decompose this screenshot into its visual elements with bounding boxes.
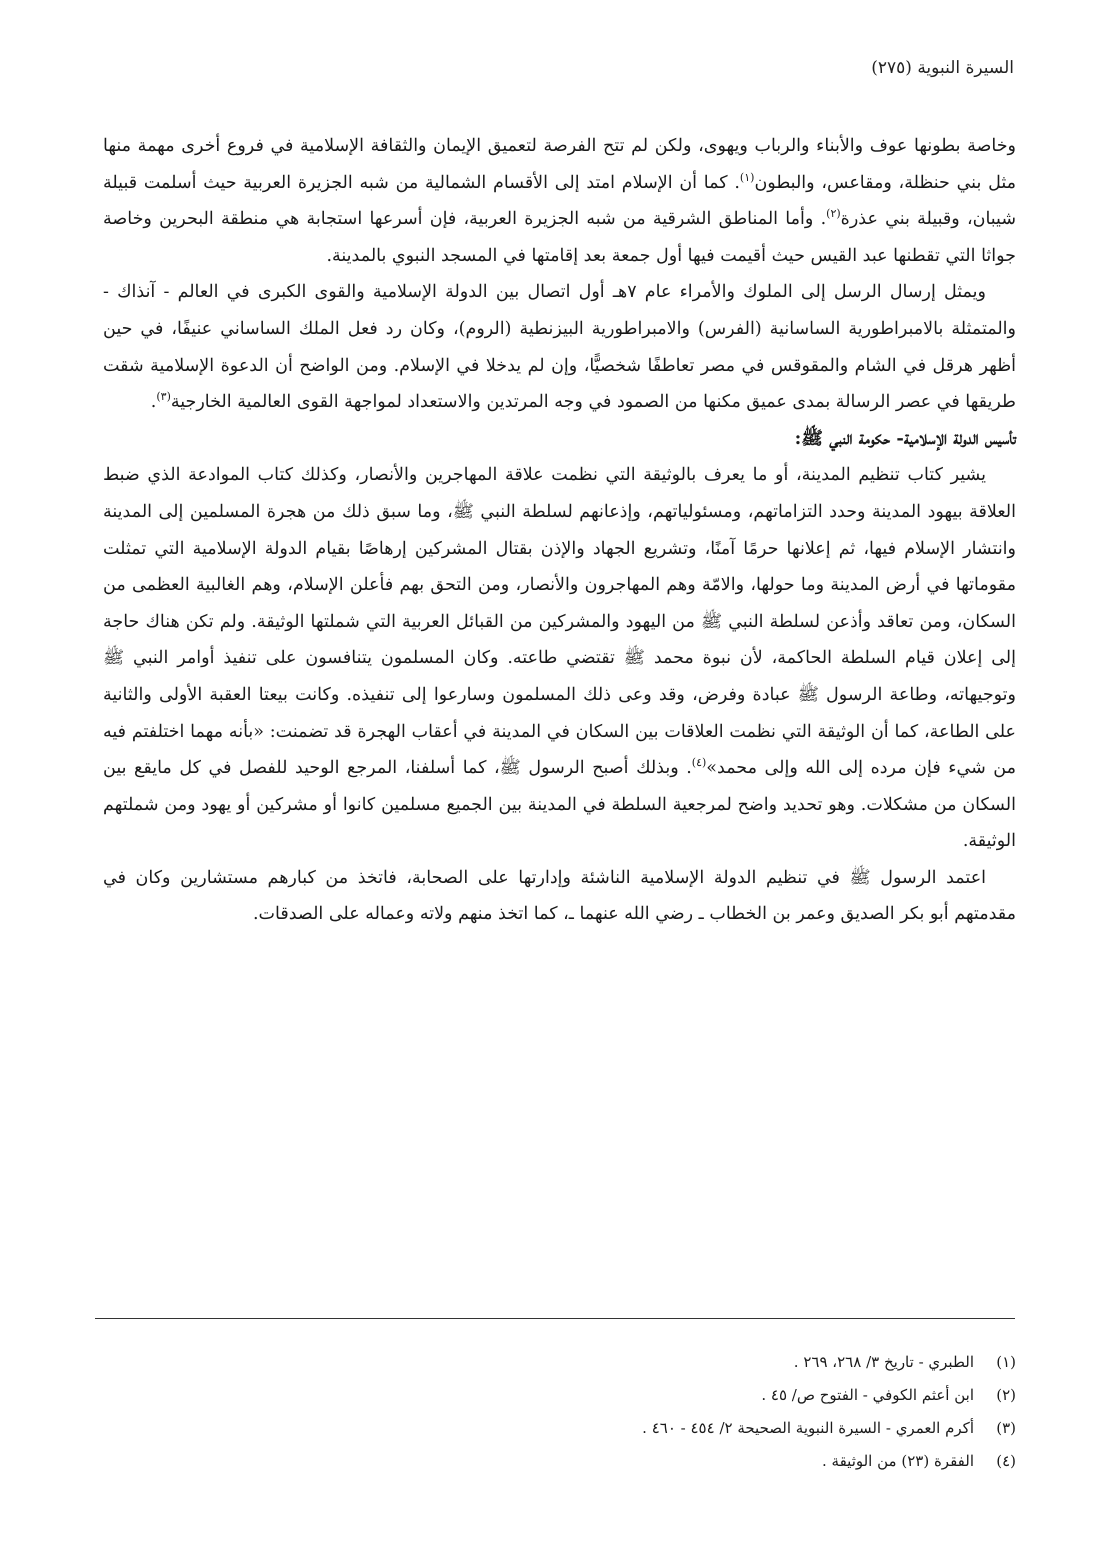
footnotes-list [103,1346,1016,1478]
text-run: . وبذلك أصبح الرسول ﷺ، كما أسلفنا، المرجع الوحيد للفصل في كل مايقع بين السكان من مشكلات. وهو تحديد واضح لمرجعية السلطة في المدينة بين الجميع مسلمين كانوا أو مشركين أو يهود ومن شملتهم الوثيقة. [103,758,1016,852]
text-run: . وأما المناطق الشرقية من شبه الجزيرة العربية، فإن أسرعها استجابة هي منطقة البحرين وخاصة جواثا التي تقطنها عبد القيس حيث أقيمت فيها أول جمعة بعد إقامتها في المسجد النبوي بالمدينة. [103,209,1016,266]
footnote-item [103,1445,1016,1478]
footnote-item [103,1412,1016,1445]
running-header [0,58,1014,78]
section-heading: تأسيس الدولة الإسلامية- حكومة النبي ﷺ: [794,427,1016,449]
footnote-text: أكرم العمري - السيرة النبوية الصحيحة ٢/ ٤٥٤ - ٤٦٠ . [642,1419,974,1437]
paragraph-3 [103,457,1016,860]
text-run: ويمثل إرسال الرسل إلى الملوك والأمراء عام ٧هـ أول اتصال بين الدولة الإسلامية والقوى الكبرى في العالم - آنذاك - والمتمثلة بالامبراطورية الساسانية (الفرس) والامبراطورية البيزنطية (الروم)، وكان رد فعل الملك الساساني عنيفًا، في حين أظهر هرقل في الشام والمقوقس في مصر تعاطفًا شخصيًّا، وإن لم يدخلا في الإسلام. ومن الواضح أن الدعوة الإسلامية شقت طريقها في عصر الرسالة بمدى عميق مكنها من الصمود في وجه المرتدين والاستعداد لمواجهة القوى العالمية الخارجية [103,282,1016,413]
paragraph-1 [103,128,1016,274]
footnote-ref-4: (٤) [691,756,707,770]
book-title: السيرة النبوية [917,58,1014,78]
footnote-number: (١) [996,1353,1016,1371]
footnote-ref-3: (٣) [156,390,171,404]
paragraph-4 [103,860,1016,933]
footnote-ref-2: (٢) [826,207,841,221]
footnote-ref-1: (١) [739,170,755,184]
text-run: اعتمد الرسول ﷺ في تنظيم الدولة الإسلامية الناشئة وإدارتها على الصحابة، فاتخذ من كبارهم مستشارين وكان في مقدمتهم أبو بكر الصديق وعمر بن الخطاب ـ رضي الله عنهما ـ، كما اتخذ منهم ولاته وعماله على الصدقات. [103,867,1016,925]
footnote-item [103,1379,1016,1412]
text-run: وخاصة بطونها عوف والأبناء والرباب ويهوى، ولكن لم تتح الفرصة لتعميق الإيمان والثقافة الإسلامية في فروع أخرى مهمة منها مثل بني حنظلة، ومقاعس، والبطون [103,136,1016,193]
footnote-item [103,1346,1016,1379]
footnote-divider [95,1318,1015,1319]
footnote-text: الطبري - تاريخ ٣/ ٢٦٨، ٢٦٩ . [793,1353,974,1371]
footnote-text: ابن أعثم الكوفي - الفتوح ص/ ٤٥ . [761,1386,974,1404]
text-run: . [150,392,157,413]
footnote-number: (٢) [996,1386,1016,1404]
footnote-number: (٤) [996,1452,1016,1470]
main-text [103,128,1016,933]
page-number: (٢٧٥) [871,58,912,78]
footnote-text: الفقرة (٢٣) من الوثيقة . [822,1452,974,1470]
footnote-number: (٣) [996,1419,1016,1437]
paragraph-2 [103,274,1016,420]
text-run: . كما أن الإسلام امتد إلى الأقسام الشمالية من شبه الجزيرة العربية حيث أسلمت قبيلة شيبان، وقبيلة بني عذرة [103,172,1016,230]
text-run: يشير كتاب تنظيم المدينة، أو ما يعرف بالوثيقة التي نظمت علاقة المهاجرين والأنصار، وكذلك كتاب الموادعة الذي ضبط العلاقة بيهود المدينة وحدد التزاماتهم، ومسئولياتهم، وإذعانهم لسلطة النبي ﷺ، وما سبق ذلك من هجرة المسلمين إلى المدينة وانتشار الإسلام فيها، ثم إعلانها حرمًا آمنًا، وتشريع الجهاد والإذن بقتال المشركين إرهاصًا بقيام الدولة الإسلامية التي تمثلت مقوماتها في أرض المدينة وما حولها، والامّة وهم المهاجرون والأنصار، ومن التحق بهم فأعلن الإسلام، وهم الغالبية العظمى من السكان، ومن تعاقد وأذعن لسلطة النبي ﷺ من اليهود والمشركين من القبائل العربية التي شملتها الوثيقة. ولم تكن هناك حاجة إلى إعلان قيام السلطة الحاكمة، لأن نبوة محمد ﷺ تقتضي طاعته. وكان المسلمون يتنافسون على تنفيذ أوامر النبي ﷺ وتوجيهاته، وطاعة الرسول ﷺ عبادة وفرض، وقد وعى ذلك المسلمون وسارعوا إلى تنفيذه. وكانت بيعتا العقبة الأولى والثانية على الطاعة، كما أن الوثيقة التي نظمت العلاقات بين السكان في المدينة في أعقاب الهجرة قد تضمنت: «بأنه مهما اختلفتم فيه من شيء فإن مرده إلى الله وإلى محمد» [103,465,1016,779]
